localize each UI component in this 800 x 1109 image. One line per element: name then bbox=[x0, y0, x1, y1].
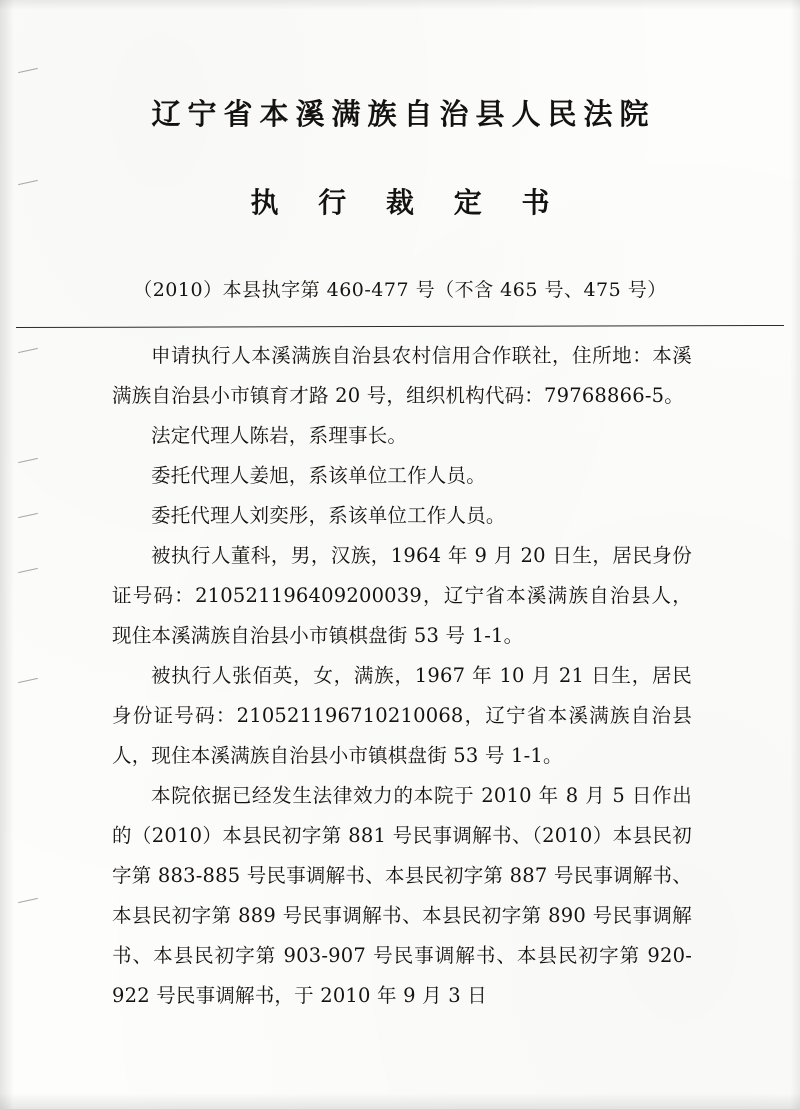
margin-tick bbox=[18, 898, 38, 903]
margin-tick bbox=[18, 678, 38, 683]
body-paragraph: 委托代理人姜旭，系该单位工作人员。 bbox=[151, 464, 486, 487]
scan-edge-bottom bbox=[0, 1093, 800, 1109]
document-content bbox=[0, 0, 800, 302]
margin-tick bbox=[18, 513, 38, 518]
body-paragraph: 申请执行人本溪满族自治县农村信用合作联社，住所地：本溪满族自治县小市镇育才路 20 号，组织机构代码：79768866-5。 bbox=[112, 344, 692, 407]
body-paragraph: 本院依据已经发生法律效力的本院于 2010 年 8 月 5 日作出的（2010）本县民初字第 881 号民事调解书、（2010）本县民初字第 883-885 号民事调解书、本县民初字第 887 号民事调解书、本县民初字第 889 号民事调解书、本县民初字第 890 号民事调解书、本县民初字第 903-907 号民事调解书、本县民初字第 920-922 号民事调解书，于 2010 年 9 月 3 日 bbox=[112, 784, 692, 1007]
document-type-title: 执 行 裁 定 书 bbox=[250, 186, 565, 219]
margin-tick bbox=[18, 458, 38, 463]
body-paragraph: 被执行人董科，男，汉族，1964 年 9 月 20 日生，居民身份证号码：210521196409200039，辽宁省本溪满族自治县人，现住本溪满族自治县小市镇棋盘街 53 号 1-1。 bbox=[112, 544, 692, 647]
court-title: 辽宁省本溪满族自治县人民法院 bbox=[151, 97, 656, 131]
document-body bbox=[112, 336, 692, 1016]
body-paragraph: 法定代理人陈岩，系理事长。 bbox=[151, 424, 408, 447]
body-paragraph: 委托代理人刘奕彤，系该单位工作人员。 bbox=[151, 504, 506, 527]
margin-tick bbox=[18, 568, 38, 573]
case-number: （2010）本县执字第 460-477 号（不含 465 号、475 号） bbox=[133, 279, 667, 301]
body-paragraph: 被执行人张佰英，女，满族，1967 年 10 月 21 日生，居民身份证号码：210521196710210068，辽宁省本溪满族自治县人，现住本溪满族自治县小市镇棋盘街 53 号 1-1。 bbox=[112, 664, 692, 767]
horizontal-divider bbox=[16, 325, 784, 328]
margin-tick bbox=[18, 348, 38, 353]
